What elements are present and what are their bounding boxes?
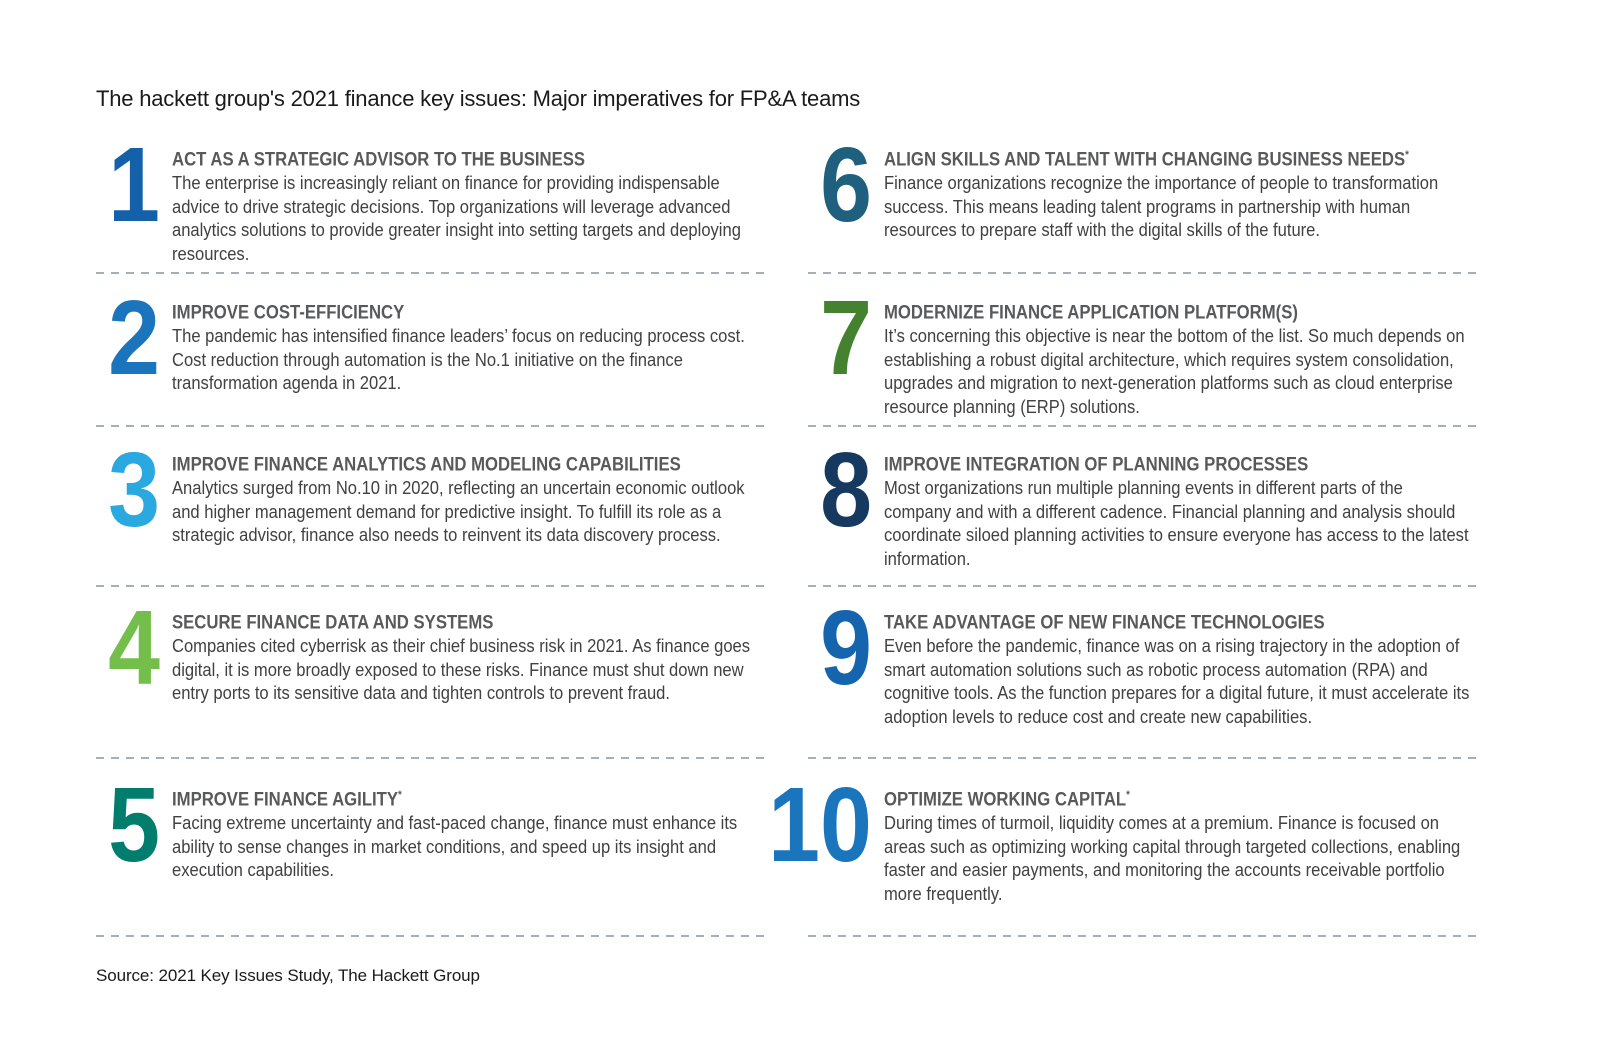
item-number-box: [808, 589, 872, 707]
key-issue-item-2: [96, 279, 812, 397]
item-heading: IMPROVE COST-EFFICIENCY: [172, 302, 405, 324]
item-heading: OPTIMIZE WORKING CAPITAL*: [884, 789, 1130, 811]
item-number-box: [96, 766, 160, 884]
item-number: 2: [108, 279, 160, 397]
item-number-box: [808, 126, 872, 244]
right-column: [768, 0, 1488, 1056]
item-number-box: [768, 766, 872, 884]
item-number-box: [96, 279, 160, 397]
dashed-divider: [96, 757, 764, 759]
key-issue-item-4: [96, 589, 812, 707]
heading-asterisk: *: [1126, 789, 1130, 801]
item-body: The enterprise is increasingly reliant on finance for providing indispensable advice to drive strategic decisions. Top organizations will leverage advanced analytics solutions to provide greater insight into setting targets and deploying resources.: [172, 173, 741, 264]
dashed-divider: [808, 585, 1476, 587]
dashed-divider: [808, 272, 1476, 274]
item-number: 5: [108, 766, 160, 884]
dashed-divider: [96, 425, 764, 427]
key-issue-item-5: [96, 766, 812, 884]
item-content: [172, 296, 812, 396]
item-number: 1: [108, 126, 160, 244]
dashed-divider: [96, 585, 764, 587]
item-number-box: [808, 279, 872, 397]
item-body: Analytics surged from No.10 in 2020, reflecting an uncertain economic outlook and higher management demand for predictive insight. To fulfill its role as a strategic advisor, finance also needs to reinvent its data discovery process.: [172, 478, 745, 546]
item-body: Even before the pandemic, finance was on a rising trajectory in the adoption of smart automation solutions such as robotic process automation (RPA) and cognitive tools. As the function prepares for a digital future, it must accelerate its adoption levels to reduce cost and create new capabilities.: [884, 636, 1470, 727]
dashed-divider: [96, 935, 764, 937]
item-number-box: [96, 589, 160, 707]
key-issue-item-10: [768, 766, 1524, 906]
dashed-divider: [808, 935, 1476, 937]
item-heading: ALIGN SKILLS AND TALENT WITH CHANGING BUSINESS NEEDS*: [884, 149, 1409, 171]
item-number: 9: [820, 589, 872, 707]
item-content: [172, 143, 812, 266]
item-number-box: [808, 431, 872, 549]
key-issue-item-7: [808, 279, 1524, 419]
item-content: [172, 448, 812, 548]
item-number-box: [96, 431, 160, 549]
item-heading: SECURE FINANCE DATA AND SYSTEMS: [172, 612, 494, 634]
dashed-divider: [808, 425, 1476, 427]
page-title: The hackett group's 2021 finance key issues: Major imperatives for FP&A teams: [96, 86, 861, 111]
item-number: 3: [108, 431, 160, 549]
item-heading: IMPROVE FINANCE ANALYTICS AND MODELING CAPABILITIES: [172, 454, 681, 476]
source-note: Source: 2021 Key Issues Study, The Hackett Group: [96, 966, 480, 985]
heading-asterisk: *: [1405, 149, 1409, 161]
item-number-box: [96, 126, 160, 244]
key-issue-item-9: [808, 589, 1524, 729]
item-body: Companies cited cyberrisk as their chief business risk in 2021. As finance goes digital, it is more broadly exposed to these risks. Finance must shut down new entry ports to its sensitive data and tighten controls to prevent fraud.: [172, 636, 751, 704]
dashed-divider: [96, 272, 764, 274]
heading-asterisk: *: [398, 789, 402, 801]
item-content: [884, 448, 1524, 571]
item-number: 4: [108, 589, 160, 707]
item-number: 8: [820, 431, 872, 549]
key-issue-item-3: [96, 431, 812, 549]
item-body: Most organizations run multiple planning events in different parts of the company and with a different cadence. Financial planning and analysis should coordinate siloed planning activities to ensure everyone has access to the latest information.: [884, 478, 1469, 569]
item-number: 7: [820, 279, 872, 397]
item-body: The pandemic has intensified finance leaders’ focus on reducing process cost. Cost reduction through automation is the No.1 initiative on the finance transformation agenda in 2021.: [172, 326, 745, 394]
item-body: It’s concerning this objective is near the bottom of the list. So much depends on establishing a robust digital architecture, which requires system consolidation, upgrades and migration to next-generation platforms such as cloud enterprise resource planning (ERP) solutions.: [884, 326, 1465, 417]
item-content: [884, 606, 1524, 729]
dashed-divider: [808, 757, 1476, 759]
item-heading: IMPROVE FINANCE AGILITY*: [172, 789, 402, 811]
item-heading: IMPROVE INTEGRATION OF PLANNING PROCESSES: [884, 454, 1309, 476]
item-number: 6: [820, 126, 872, 244]
key-issue-item-6: [808, 126, 1524, 244]
item-content: [884, 143, 1524, 243]
key-issue-item-8: [808, 431, 1524, 571]
item-body: Finance organizations recognize the importance of people to transformation success. This means leading talent programs in partnership with human resources to prepare staff with the digital skills of the future.: [884, 173, 1439, 241]
item-body: During times of turmoil, liquidity comes at a premium. Finance is focused on areas such as optimizing working capital through targeted collections, enabling faster and easier payments, and monitoring the accounts receivable portfolio more frequently.: [884, 813, 1461, 904]
left-column: [96, 0, 768, 1056]
item-content: [884, 296, 1524, 419]
item-number: 10: [768, 766, 872, 884]
item-body: Facing extreme uncertainty and fast-paced change, finance must enhance its ability to sense changes in market conditions, and speed up its insight and execution capabilities.: [172, 813, 738, 881]
item-heading: TAKE ADVANTAGE OF NEW FINANCE TECHNOLOGIES: [884, 612, 1325, 634]
item-heading: ACT AS A STRATEGIC ADVISOR TO THE BUSINESS: [172, 149, 586, 171]
item-content: [884, 783, 1524, 906]
item-heading: MODERNIZE FINANCE APPLICATION PLATFORM(S): [884, 302, 1298, 324]
item-content: [172, 783, 812, 883]
key-issue-item-1: [96, 126, 812, 266]
item-content: [172, 606, 812, 706]
